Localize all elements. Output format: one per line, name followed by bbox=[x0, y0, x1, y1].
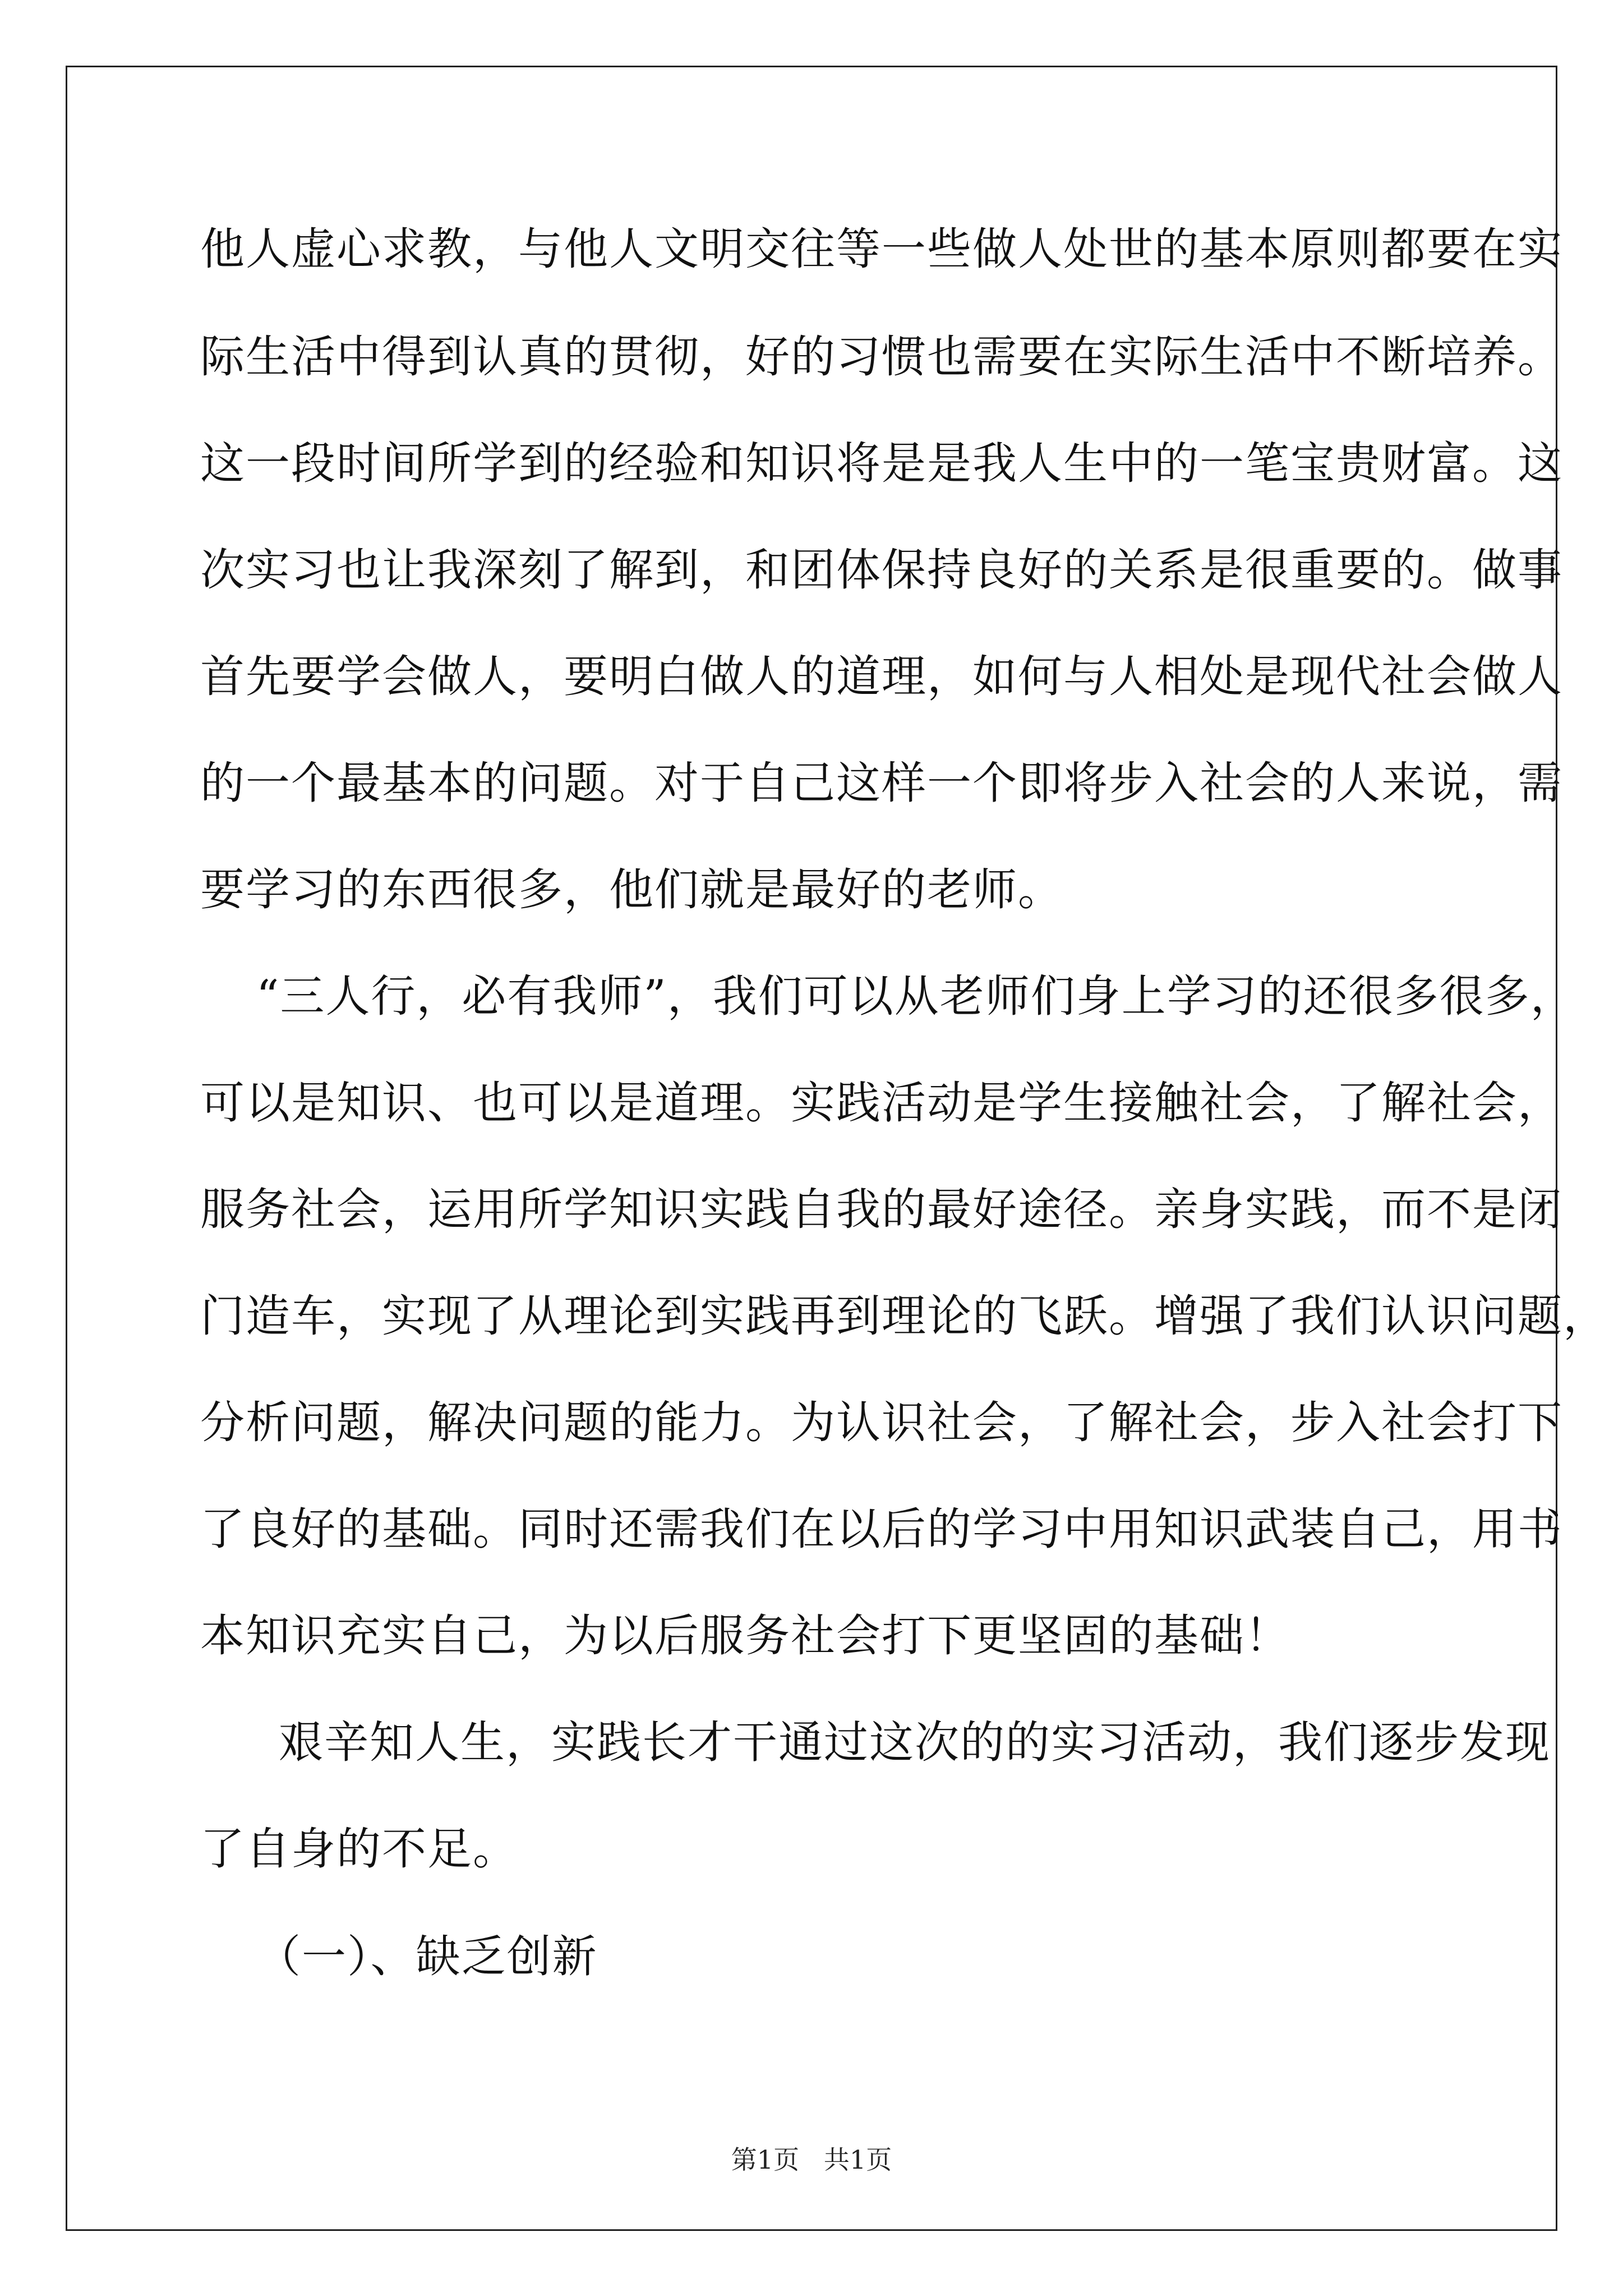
body-line-3: 这一段时间所学到的经验和知识将是是我人生中的一笔宝贵财富。这 bbox=[200, 438, 1563, 489]
body-line-6: 的一个最基本的问题。对于自己这样一个即将步入社会的人来说，需 bbox=[200, 757, 1563, 809]
body-line-7: 要学习的东西很多，他们就是最好的老师。 bbox=[200, 864, 1063, 915]
section-heading: （一）、缺乏创新 bbox=[256, 1931, 598, 1982]
page-footer: 第1页 共1页 bbox=[731, 2145, 892, 2175]
body-line-9: 可以是知识、也可以是道理。实践活动是学生接触社会，了解社会， bbox=[200, 1077, 1563, 1129]
body-line-11: 门造车，实现了从理论到实践再到理论的飞跃。增强了我们认识问题， bbox=[200, 1290, 1608, 1342]
body-line-10: 服务社会，运用所学知识实践自我的最好途径。亲身实践，而不是闭 bbox=[200, 1184, 1563, 1235]
page-border bbox=[66, 66, 1608, 2231]
body-line-8: “三人行，必有我师”，我们可以从老师们身上学习的还很多很多， bbox=[256, 970, 1576, 1022]
body-line-15: 艰辛知人生，实践长才干通过这次的的实习活动，我们逐步发现 bbox=[279, 1717, 1551, 1768]
body-line-1: 他人虚心求教，与他人文明交往等一些做人处世的基本原则都要在实 bbox=[200, 223, 1563, 275]
body-line-2: 际生活中得到认真的贯彻，好的习惯也需要在实际生活中不断培养。 bbox=[200, 331, 1563, 383]
body-line-13: 了良好的基础。同时还需我们在以后的学习中用知识武装自己，用书 bbox=[200, 1503, 1563, 1555]
body-line-12: 分析问题，解决问题的能力。为认识社会，了解社会，步入社会打下 bbox=[200, 1397, 1563, 1448]
body-line-4: 次实习也让我深刻了解到，和团体保持良好的关系是很重要的。做事 bbox=[200, 544, 1563, 596]
body-line-5: 首先要学会做人，要明白做人的道理，如何与人相处是现代社会做人 bbox=[200, 651, 1563, 702]
body-line-16: 了自身的不足。 bbox=[200, 1823, 518, 1875]
body-line-14: 本知识充实自己，为以后服务社会打下更坚固的基础！ bbox=[200, 1610, 1290, 1662]
